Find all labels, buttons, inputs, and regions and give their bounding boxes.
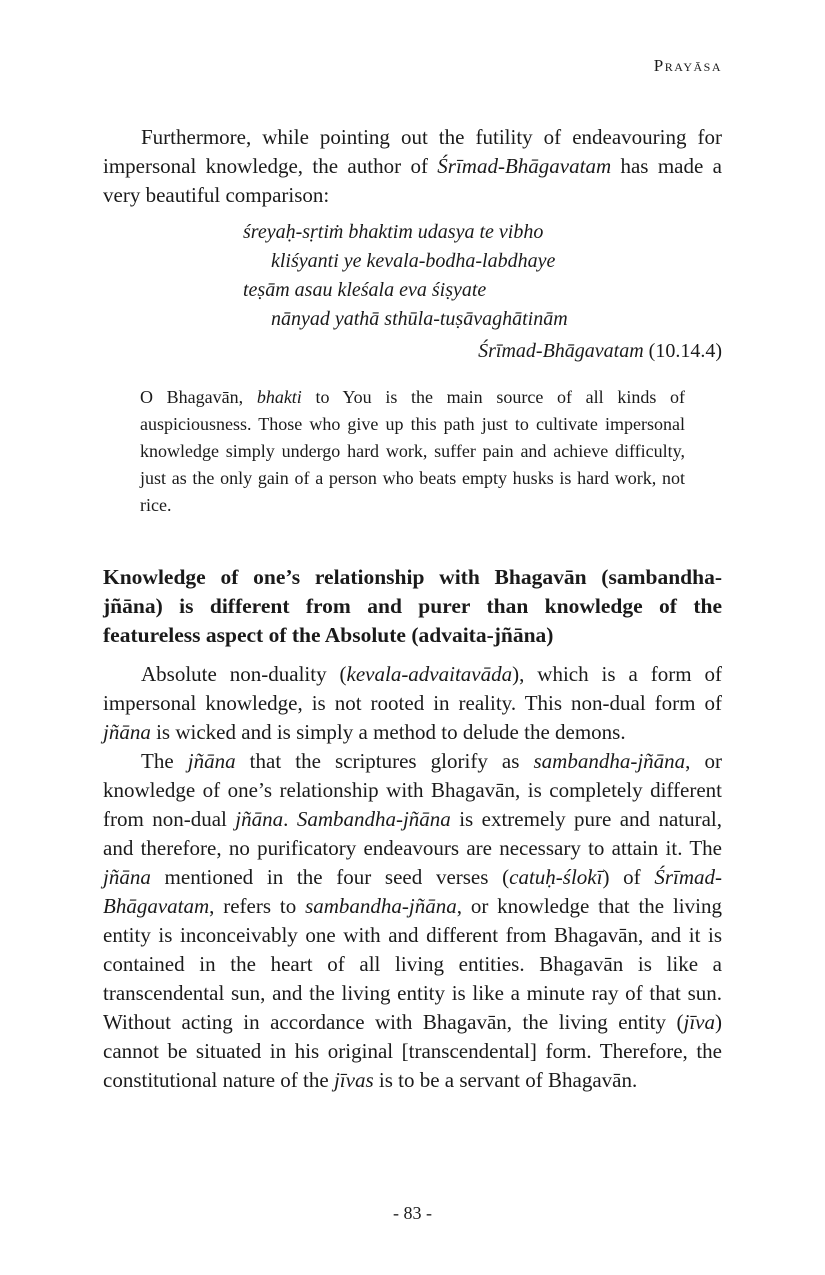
term: Sambandha-jñāna (296, 807, 451, 831)
verse-line: nānyad yathā sthūla-tuṣāvaghātinām (271, 308, 568, 330)
verse-line: teṣām asau kleśala eva śiṣyate (243, 279, 487, 301)
body-text: , refers to (209, 894, 306, 918)
body-text: . (283, 807, 297, 831)
term: kevala-advaitavāda (346, 662, 513, 686)
body-text: mentioned in the four seed verses ( (150, 865, 510, 889)
body-text: , or knowledge of one’s relationship with Bhagavān, is completely different from non-dual (103, 749, 722, 831)
term: jñāna (103, 720, 151, 744)
scripture-title: Śrīmad-Bhāgavatam (103, 865, 722, 918)
section-heading: Knowledge of one’s relationship with Bhagavān (sambandha-jñāna) is different from and purer than knowledge of the featureless aspect of the Absolute (advaita-jñāna) (103, 565, 722, 647)
verse-source (103, 337, 722, 366)
intro-text: has made a very beautiful comparison: (103, 154, 722, 207)
term: sambandha-jñāna (533, 749, 686, 773)
sanskrit-verse (103, 218, 722, 334)
verse-line: kliśyanti ye kevala-bodha-labdhaye (271, 250, 556, 272)
term: jñāna (235, 807, 284, 831)
term: sambandha-jñāna (305, 894, 457, 918)
page-number: - 83 - (393, 1203, 432, 1223)
body-paragraph-2 (103, 747, 722, 1095)
verse-line: śreyaḥ-sṛtiṁ bhaktim udasya te vibho (243, 221, 544, 243)
body-text: is extremely pure and natural, and therefore, no purificatory endeavours are necessary to attain it. The (103, 807, 723, 860)
body-text: is to be a servant of Bhagavān. (373, 1068, 638, 1092)
source-title: Śrīmad-Bhāgavatam (478, 340, 644, 362)
body-text: is wicked and is simply a method to delude the demons. (150, 720, 626, 744)
page-content (103, 123, 722, 1095)
body-text: Absolute non-duality ( (141, 662, 347, 686)
body-text: ) of (602, 865, 655, 889)
translation-term: bhakti (256, 387, 302, 407)
term: catuḥ-ślokī (509, 865, 603, 889)
intro-paragraph (103, 123, 722, 210)
body-text: ) cannot be situated in his original [transcendental] form. Therefore, the constitutional nature of the (103, 1010, 722, 1092)
body-text: , or knowledge that the living entity is inconceivably one with and different from Bhagavān, and it is contained in the heart of all living entities. Bhagavān is like a transcendental sun, and the living entity is like a minute ray of that sun. Without acting in accordance with Bhagavān, the living entity ( (103, 894, 722, 1034)
term: jñāna (103, 865, 151, 889)
body-text: The (141, 749, 188, 773)
body-text: ), which is a form of impersonal knowledge, is not rooted in reality. This non-dual form of (103, 662, 722, 715)
term: jīva (683, 1010, 715, 1034)
translation-text: to You is the main source of all kinds of auspiciousness. Those who give up this path just to cultivate impersonal knowledge simply undergo hard work, suffer pain and achieve difficulty, just as the only gain of a person who beats empty husks is hard work, not rice. (140, 387, 685, 515)
body-paragraph-1 (103, 660, 722, 747)
term: jñāna (187, 749, 236, 773)
intro-text: Furthermore, while pointing out the futility of endeavouring for impersonal knowledge, the author of (103, 125, 722, 178)
source-reference: (10.14.4) (643, 340, 722, 362)
term: jīvas (333, 1068, 374, 1092)
scripture-title: Śrīmad-Bhāgavatam (437, 154, 612, 178)
translation-text: O Bhagavān, (140, 387, 257, 407)
running-header: Prayāsa (653, 56, 722, 75)
body-text: that the scriptures glorify as (235, 749, 534, 773)
verse-translation (140, 384, 685, 519)
